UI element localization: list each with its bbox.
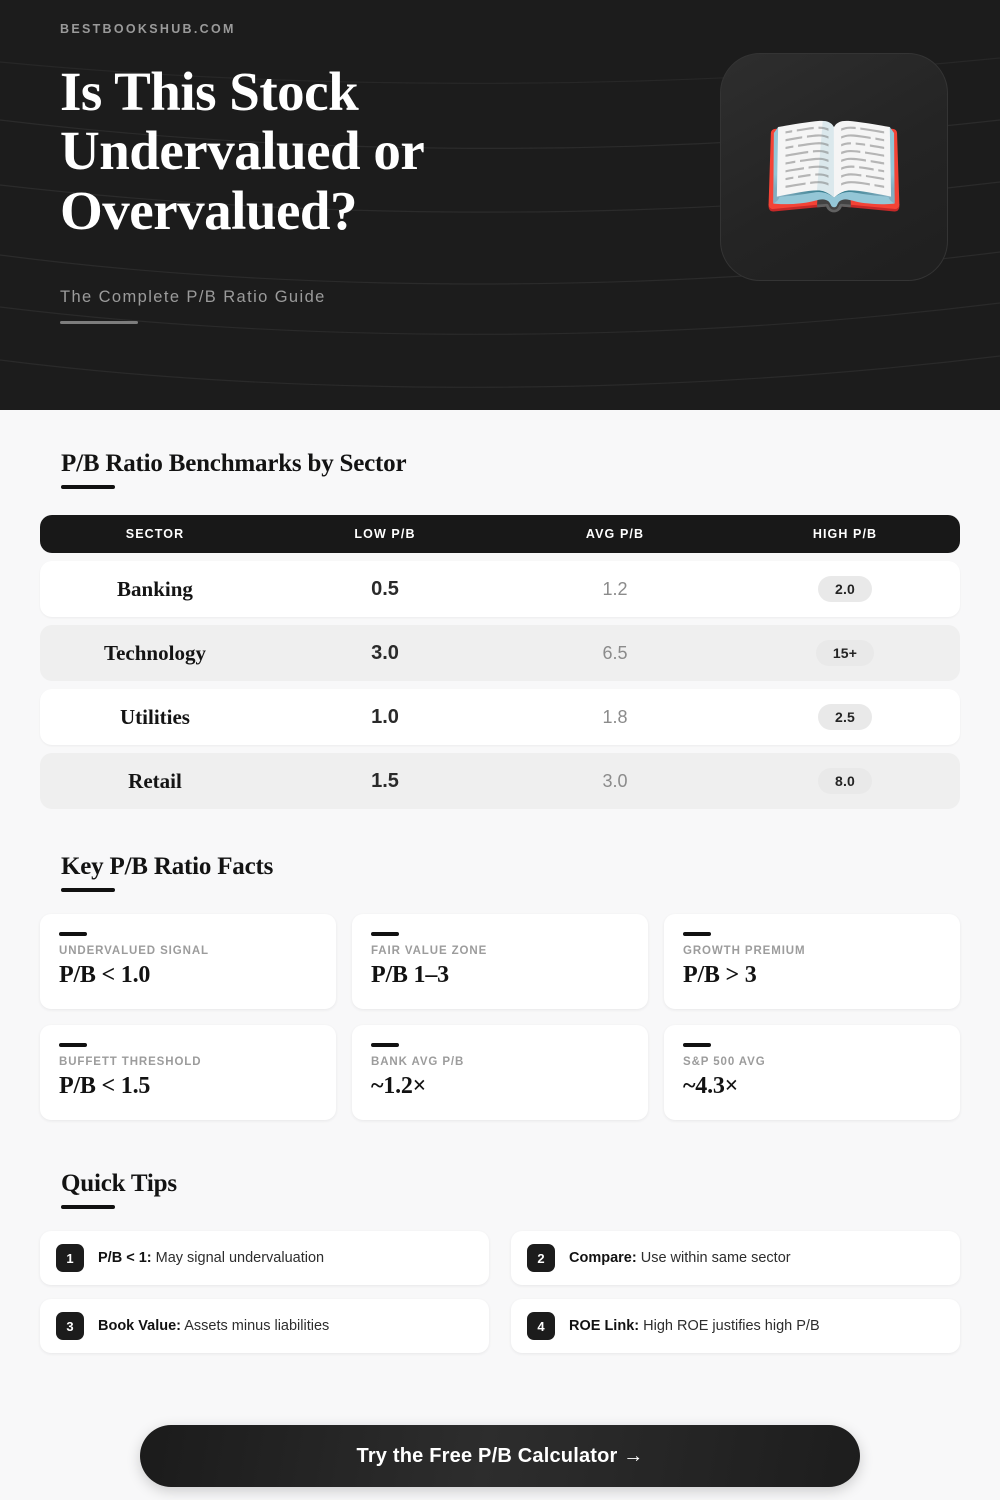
tip-number-badge: 2 [527, 1244, 555, 1272]
cell-low: 1.0 [371, 705, 399, 728]
cell-sector: Utilities [120, 704, 190, 729]
fact-value: P/B 1–3 [371, 962, 449, 988]
benchmarks-table [40, 515, 960, 809]
tip-text [569, 1318, 820, 1334]
cell-high [730, 768, 960, 794]
fact-card [40, 1025, 336, 1120]
tips-section [40, 1120, 960, 1353]
fact-card [352, 914, 648, 1009]
tip-bold-prefix: Compare: [569, 1250, 637, 1266]
benchmarks-heading: P/B Ratio Benchmarks by Sector [61, 450, 407, 477]
high-value-badge: 2.0 [818, 576, 872, 602]
subtitle-accent-bar [60, 321, 138, 324]
tips-grid [40, 1231, 960, 1353]
fact-accent-bar [59, 1043, 87, 1047]
open-book-icon: 📖 [760, 101, 908, 233]
cell-sector: Banking [117, 576, 193, 601]
fact-value: ~1.2× [371, 1073, 427, 1099]
page-title: Is This Stock Undervalued or Overvalued? [60, 61, 424, 241]
fact-value: P/B < 1.5 [59, 1073, 151, 1099]
cell-avg: 3.0 [602, 770, 628, 791]
fact-card [664, 1025, 960, 1120]
table-row [40, 561, 960, 617]
tip-bold-prefix: Book Value: [98, 1318, 181, 1334]
column-header-avg: AVG P/B [585, 527, 645, 541]
tip-bold-prefix: P/B < 1: [98, 1250, 152, 1266]
column-header-sector: SECTOR [125, 527, 185, 541]
fact-accent-bar [371, 932, 399, 936]
fact-label: S&P 500 AVG [683, 1056, 766, 1068]
tip-rest: Assets minus liabilities [181, 1318, 330, 1334]
facts-heading: Key P/B Ratio Facts [61, 853, 274, 880]
fact-label: BANK AVG P/B [371, 1056, 465, 1068]
tip-text [98, 1318, 329, 1334]
fact-accent-bar [683, 1043, 711, 1047]
column-header-low: LOW P/B [354, 527, 416, 541]
page-subtitle: The Complete P/B Ratio Guide [60, 288, 326, 307]
cell-avg: 1.2 [602, 578, 628, 599]
tip-number-badge: 3 [56, 1312, 84, 1340]
high-value-badge: 8.0 [818, 768, 872, 794]
fact-label: FAIR VALUE ZONE [371, 945, 488, 957]
fact-value: P/B < 1.0 [59, 962, 151, 988]
cell-high [730, 640, 960, 666]
cell-avg: 1.8 [602, 706, 628, 727]
fact-label: UNDERVALUED SIGNAL [59, 945, 209, 957]
high-value-badge: 15+ [816, 640, 874, 666]
tip-number-badge: 4 [527, 1312, 555, 1340]
book-icon-tile [720, 53, 948, 281]
fact-label: GROWTH PREMIUM [683, 945, 806, 957]
cell-low: 0.5 [371, 577, 399, 600]
fact-card [664, 914, 960, 1009]
tip-card [40, 1231, 489, 1285]
tip-card [511, 1299, 960, 1353]
site-label: BESTBOOKSHUB.COM [60, 22, 236, 36]
fact-card [40, 914, 336, 1009]
fact-accent-bar [59, 932, 87, 936]
cell-sector: Technology [104, 640, 206, 665]
tip-number-badge: 1 [56, 1244, 84, 1272]
cta-button[interactable]: Try the Free P/B Calculator → [140, 1425, 860, 1487]
table-row [40, 689, 960, 745]
tip-rest: Use within same sector [636, 1250, 791, 1266]
fact-label: BUFFETT THRESHOLD [59, 1056, 202, 1068]
benchmarks-heading-underline [61, 485, 115, 489]
tip-bold-prefix: ROE Link: [569, 1318, 640, 1334]
facts-heading-underline [61, 888, 115, 892]
high-value-badge: 2.5 [818, 704, 872, 730]
cell-high [730, 704, 960, 730]
facts-section [40, 809, 960, 1120]
tip-card [511, 1231, 960, 1285]
tip-rest: High ROE justifies high P/B [639, 1318, 820, 1334]
facts-grid [40, 914, 960, 1120]
cell-low: 3.0 [371, 641, 399, 664]
fact-value: P/B > 3 [683, 962, 757, 988]
tips-heading-underline [61, 1205, 115, 1209]
cell-sector: Retail [128, 768, 182, 793]
fact-value: ~4.3× [683, 1073, 739, 1099]
header-banner [0, 0, 1000, 410]
cell-low: 1.5 [371, 769, 399, 792]
tip-card [40, 1299, 489, 1353]
table-row [40, 625, 960, 681]
fact-accent-bar [683, 932, 711, 936]
cell-avg: 6.5 [602, 642, 628, 663]
benchmarks-section [40, 410, 960, 809]
table-header-row [40, 515, 960, 553]
content-body [0, 410, 1000, 1487]
tips-heading: Quick Tips [61, 1170, 177, 1197]
fact-card [352, 1025, 648, 1120]
tip-rest: May signal undervaluation [151, 1250, 325, 1266]
cta-container [40, 1353, 960, 1487]
tip-text [569, 1250, 791, 1266]
tip-text [98, 1250, 324, 1266]
fact-accent-bar [371, 1043, 399, 1047]
cell-high [730, 576, 960, 602]
column-header-high: HIGH P/B [812, 527, 878, 541]
table-row [40, 753, 960, 809]
